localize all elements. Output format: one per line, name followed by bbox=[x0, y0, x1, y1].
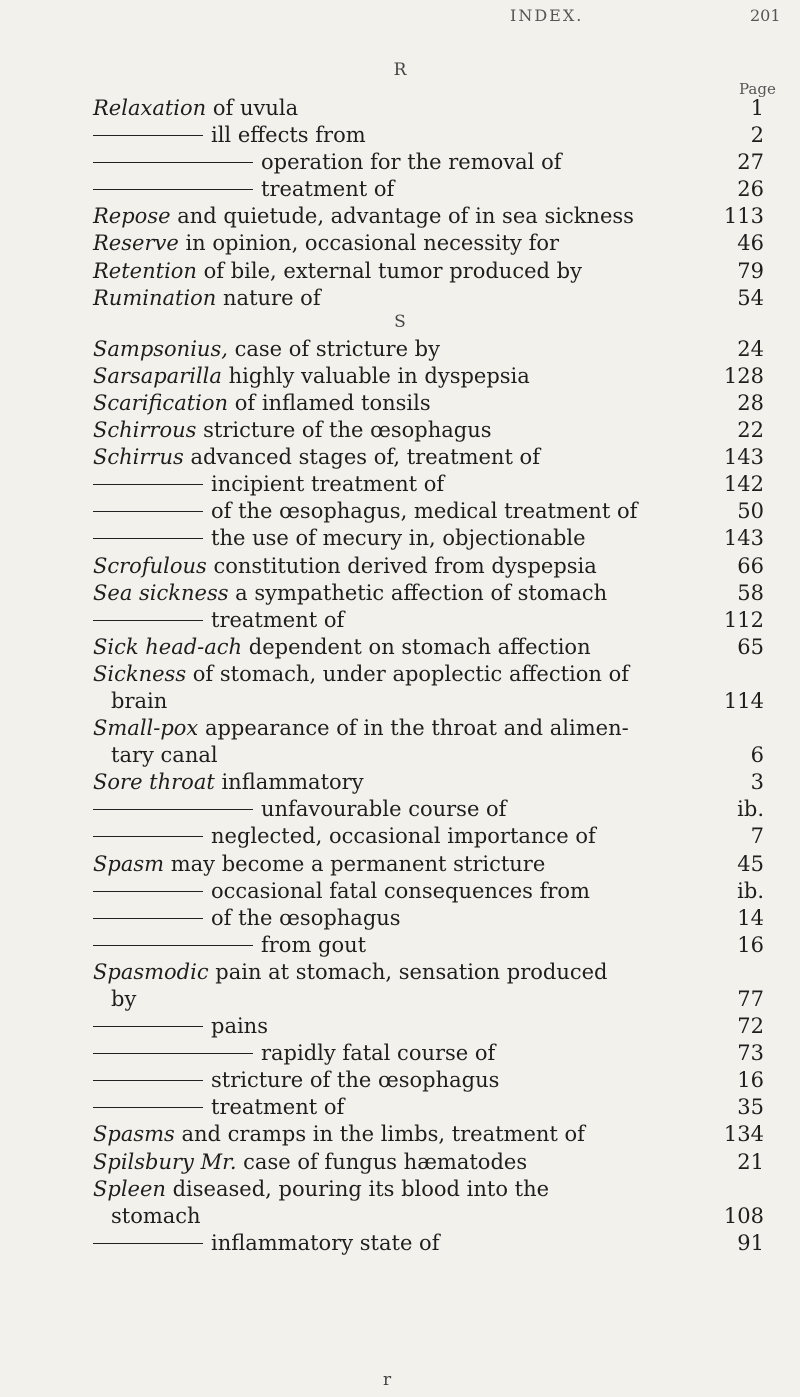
entry-description: treatment of bbox=[211, 607, 345, 632]
index-entry bbox=[0, 1040, 800, 1067]
entry-term: Spilsbury Mr. bbox=[93, 1149, 237, 1174]
entry-description: pains bbox=[211, 1014, 268, 1039]
entry-text bbox=[93, 1094, 344, 1121]
page-column-label: Page bbox=[739, 80, 776, 98]
entry-description: treatment of bbox=[261, 177, 395, 202]
entry-description: ill effects from bbox=[211, 123, 366, 148]
entry-page-number: 2 bbox=[750, 123, 764, 148]
entry-page-number: 65 bbox=[737, 634, 764, 659]
entry-text bbox=[93, 444, 540, 471]
entry-text bbox=[93, 471, 444, 498]
entry-page-number: 66 bbox=[737, 553, 764, 578]
entry-text bbox=[93, 959, 607, 1013]
entry-text bbox=[93, 661, 629, 715]
entry-text bbox=[93, 932, 366, 959]
index-entry bbox=[0, 1094, 800, 1121]
entry-term: Reserve bbox=[93, 231, 179, 256]
entry-page-number: 28 bbox=[737, 390, 764, 415]
index-entry bbox=[0, 769, 800, 796]
entry-text bbox=[93, 607, 344, 634]
entry-text bbox=[93, 1013, 268, 1040]
index-entry bbox=[0, 905, 800, 932]
index-entry bbox=[0, 363, 800, 390]
ditto-dash bbox=[93, 189, 253, 190]
index-entry bbox=[0, 176, 800, 203]
entry-term: Spasmodic bbox=[93, 959, 209, 984]
ditto-dash bbox=[93, 945, 253, 946]
entry-description: of the œsophagus bbox=[211, 905, 401, 930]
section-spacer bbox=[0, 312, 800, 336]
entry-text bbox=[93, 1121, 585, 1148]
entry-page-number: 1 bbox=[750, 96, 764, 120]
entry-description: the use of mecury in, objectionable bbox=[211, 526, 586, 551]
entry-page-number: 24 bbox=[737, 336, 764, 361]
entry-description: and quietude, advantage of in sea sickness bbox=[170, 204, 634, 229]
entry-page-number: 143 bbox=[723, 445, 764, 470]
entry-text bbox=[93, 769, 364, 796]
entry-term: Relaxation bbox=[93, 96, 207, 120]
index-entry bbox=[0, 553, 800, 580]
entry-text bbox=[93, 1149, 527, 1176]
ditto-dash bbox=[93, 511, 203, 512]
index-entry bbox=[0, 661, 800, 715]
entry-page-number: 113 bbox=[723, 204, 764, 229]
entry-term: Spasm bbox=[93, 851, 165, 876]
entry-description: pain at stomach, sensation produced bbox=[208, 959, 608, 984]
entry-text bbox=[93, 580, 607, 607]
entry-term: Sampsonius, bbox=[93, 336, 228, 361]
ditto-dash bbox=[93, 809, 253, 810]
entry-term: Spasms bbox=[93, 1122, 175, 1147]
entry-text bbox=[93, 634, 591, 661]
index-entry bbox=[0, 634, 800, 661]
ditto-dash bbox=[93, 620, 203, 621]
index-entry bbox=[0, 444, 800, 471]
entry-page-number: ib. bbox=[737, 878, 764, 903]
entry-page-number: 50 bbox=[737, 499, 764, 524]
entry-page-number: 112 bbox=[723, 607, 764, 632]
entry-text bbox=[93, 390, 431, 417]
entry-description: incipient treatment of bbox=[211, 472, 445, 497]
entry-description: unfavourable course of bbox=[261, 797, 507, 822]
entry-text bbox=[93, 1040, 495, 1067]
entry-term: Sick head-ach bbox=[93, 634, 243, 659]
ditto-dash bbox=[93, 484, 203, 485]
index-entry bbox=[0, 715, 800, 769]
entry-description: appearance of in the throat and alimen- bbox=[198, 716, 629, 741]
entry-page-number: 143 bbox=[723, 526, 764, 551]
entry-text bbox=[93, 851, 545, 878]
entry-page-number: 108 bbox=[723, 1203, 764, 1228]
index-entry bbox=[0, 1121, 800, 1148]
entry-term: Scarification bbox=[93, 390, 229, 415]
entry-text bbox=[93, 1230, 439, 1257]
entry-text bbox=[93, 336, 440, 363]
index-entry bbox=[0, 203, 800, 230]
entry-term: Sea sickness bbox=[93, 580, 229, 605]
entry-description: from gout bbox=[261, 932, 367, 957]
entry-text bbox=[93, 715, 629, 769]
ditto-dash bbox=[93, 162, 253, 163]
entry-description: highly valuable in dyspepsia bbox=[221, 363, 530, 388]
entry-description: of bile, external tumor produced by bbox=[196, 258, 582, 283]
entry-description: neglected, occasional importance of bbox=[211, 824, 596, 849]
entry-text bbox=[93, 285, 321, 312]
ditto-dash bbox=[93, 1243, 203, 1244]
entry-text bbox=[93, 1067, 499, 1094]
entry-page-number: 3 bbox=[750, 770, 764, 795]
index-entry bbox=[0, 796, 800, 823]
index-entry bbox=[0, 498, 800, 525]
entry-continuation: brain bbox=[111, 688, 168, 713]
index-entry bbox=[0, 285, 800, 312]
entry-term: Sarsaparilla bbox=[93, 363, 222, 388]
entry-description: inflammatory state of bbox=[211, 1230, 440, 1255]
index-entry bbox=[0, 471, 800, 498]
entry-page-number: 6 bbox=[750, 743, 764, 768]
entry-text bbox=[93, 203, 634, 230]
index-entry bbox=[0, 878, 800, 905]
entry-text bbox=[93, 258, 582, 285]
index-entry bbox=[0, 607, 800, 634]
ditto-dash bbox=[93, 538, 203, 539]
entry-text bbox=[93, 122, 366, 149]
entry-page-number: 22 bbox=[737, 418, 764, 443]
entry-text bbox=[93, 149, 561, 176]
entry-description: occasional fatal consequences from bbox=[211, 878, 590, 903]
index-entry bbox=[0, 1013, 800, 1040]
entry-description: constitution derived from dyspepsia bbox=[206, 553, 597, 578]
entry-continuation: tary canal bbox=[111, 743, 218, 768]
index-entry bbox=[0, 932, 800, 959]
ditto-dash bbox=[93, 918, 203, 919]
entry-text bbox=[93, 230, 559, 257]
entry-text bbox=[93, 796, 506, 823]
index-entry bbox=[0, 1176, 800, 1230]
entry-term: Spleen bbox=[93, 1176, 166, 1201]
entry-page-number: 77 bbox=[737, 986, 764, 1011]
index-entry bbox=[0, 95, 800, 122]
entry-text bbox=[93, 823, 596, 850]
entry-description: inflammatory bbox=[214, 770, 364, 795]
entry-page-number: 58 bbox=[737, 580, 764, 605]
ditto-dash bbox=[93, 135, 203, 136]
entry-description: dependent on stomach affection bbox=[242, 634, 591, 659]
entry-text bbox=[93, 95, 298, 122]
index-entry bbox=[0, 230, 800, 257]
entry-text bbox=[93, 498, 637, 525]
entry-text bbox=[93, 525, 586, 552]
entry-page-number: ib. bbox=[737, 797, 764, 822]
index-entry bbox=[0, 258, 800, 285]
entry-page-number: 14 bbox=[737, 905, 764, 930]
entry-description: rapidly fatal course of bbox=[261, 1041, 496, 1066]
entry-description: stricture of the œsophagus bbox=[211, 1068, 500, 1093]
index-entry bbox=[0, 1230, 800, 1257]
index-entry bbox=[0, 1149, 800, 1176]
entry-description: and cramps in the limbs, treatment of bbox=[174, 1122, 585, 1147]
entry-page-number: 142 bbox=[723, 472, 764, 497]
entry-description: a sympathetic affection of stomach bbox=[228, 580, 608, 605]
entry-text bbox=[93, 417, 492, 444]
entry-page-number: 16 bbox=[737, 1068, 764, 1093]
index-entry bbox=[0, 149, 800, 176]
entry-page-number: 16 bbox=[737, 932, 764, 957]
entry-term: Schirrous bbox=[93, 418, 197, 443]
index-entries bbox=[0, 95, 800, 1257]
index-entry bbox=[0, 390, 800, 417]
ditto-dash bbox=[93, 836, 203, 837]
index-entry bbox=[0, 823, 800, 850]
entry-term: Scrofulous bbox=[93, 553, 207, 578]
entry-text bbox=[93, 1176, 549, 1230]
entry-description: nature of bbox=[216, 285, 321, 310]
entry-term: Sore throat bbox=[93, 770, 215, 795]
entry-description: may become a permanent stricture bbox=[164, 851, 546, 876]
index-entry bbox=[0, 417, 800, 444]
index-entry bbox=[0, 336, 800, 363]
entry-description: advanced stages of, treatment of bbox=[183, 445, 540, 470]
entry-page-number: 27 bbox=[737, 150, 764, 175]
ditto-dash bbox=[93, 891, 203, 892]
entry-page-number: 134 bbox=[723, 1122, 764, 1147]
index-entry bbox=[0, 525, 800, 552]
entry-term: Schirrus bbox=[93, 445, 184, 470]
entry-term: Retention bbox=[93, 258, 197, 283]
ditto-dash bbox=[93, 1107, 203, 1108]
entry-page-number: 128 bbox=[723, 363, 764, 388]
entry-description: operation for the removal of bbox=[261, 150, 562, 175]
index-entry bbox=[0, 580, 800, 607]
index-entry bbox=[0, 851, 800, 878]
entry-text bbox=[93, 553, 597, 580]
ditto-dash bbox=[93, 1080, 203, 1081]
entry-description: of the œsophagus, medical treatment of bbox=[211, 499, 638, 524]
entry-text bbox=[93, 176, 394, 203]
ditto-dash bbox=[93, 1026, 203, 1027]
entry-description: of stomach, under apoplectic affection of bbox=[186, 661, 630, 686]
entry-page-number: 79 bbox=[737, 258, 764, 283]
page-number: 201 bbox=[750, 6, 781, 25]
entry-term: Sickness bbox=[93, 661, 187, 686]
entry-page-number: 46 bbox=[737, 231, 764, 256]
entry-continuation: stomach bbox=[111, 1203, 201, 1228]
section-letter-r: R bbox=[393, 60, 407, 80]
index-entry bbox=[0, 959, 800, 1013]
entry-text bbox=[93, 363, 530, 390]
entry-description: stricture of the œsophagus bbox=[196, 418, 492, 443]
entry-page-number: 7 bbox=[750, 824, 764, 849]
index-entry bbox=[0, 122, 800, 149]
entry-term: Rumination bbox=[93, 285, 217, 310]
entry-description: diseased, pouring its blood into the bbox=[165, 1176, 550, 1201]
running-title: INDEX. bbox=[510, 6, 584, 25]
entry-page-number: 73 bbox=[737, 1041, 764, 1066]
entry-page-number: 21 bbox=[737, 1149, 764, 1174]
entry-description: case of stricture by bbox=[227, 336, 440, 361]
index-entry bbox=[0, 1067, 800, 1094]
entry-page-number: 45 bbox=[737, 851, 764, 876]
entry-description: case of fungus hæmatodes bbox=[236, 1149, 528, 1174]
entry-page-number: 91 bbox=[737, 1230, 764, 1255]
entry-continuation: by bbox=[111, 986, 137, 1011]
entry-page-number: 54 bbox=[737, 285, 764, 310]
entry-description: of inflamed tonsils bbox=[228, 390, 431, 415]
entry-description: treatment of bbox=[211, 1095, 345, 1120]
entry-page-number: 35 bbox=[737, 1095, 764, 1120]
entry-term: Repose bbox=[93, 204, 171, 229]
ditto-dash bbox=[93, 1053, 253, 1054]
section-letter-s: S bbox=[394, 312, 406, 332]
entry-description: in opinion, occasional necessity for bbox=[178, 231, 560, 256]
entry-text bbox=[93, 878, 590, 905]
entry-text bbox=[93, 905, 401, 932]
signature-mark: r bbox=[383, 1370, 392, 1390]
entry-page-number: 72 bbox=[737, 1014, 764, 1039]
entry-term: Small-pox bbox=[93, 716, 199, 741]
entry-description: of uvula bbox=[206, 96, 299, 120]
entry-page-number: 114 bbox=[723, 688, 764, 713]
entry-page-number: 26 bbox=[737, 177, 764, 202]
